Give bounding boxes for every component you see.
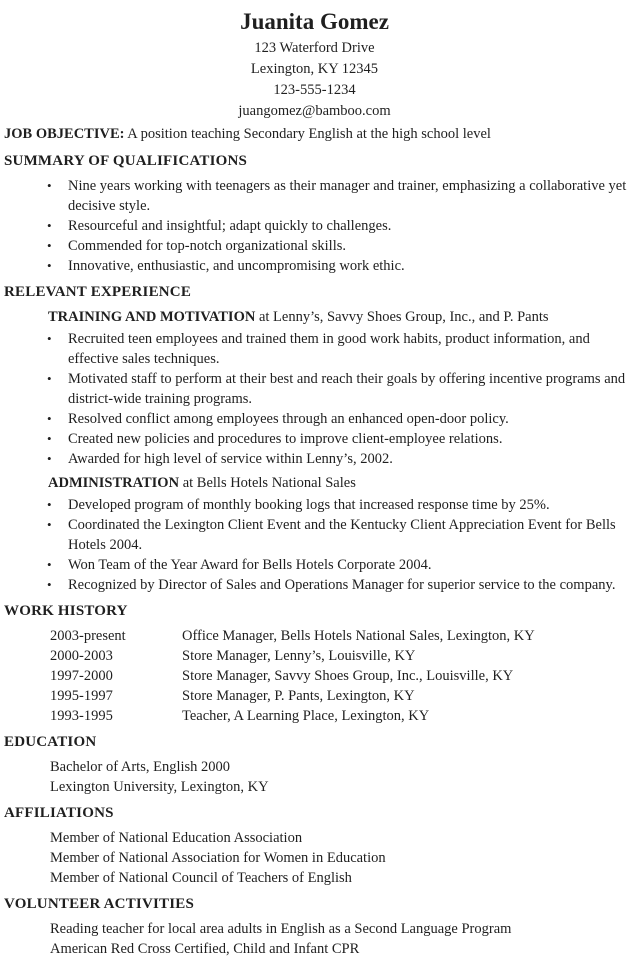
- section-job-objective: [2, 124, 627, 145]
- affiliation-line: Member of National Education Association: [50, 830, 303, 846]
- bullet-text: Recruited teen employees and trained them in good work habits, product information, and effective sales techniques.: [68, 331, 590, 367]
- bullet-text: Created new policies and procedures to improve client-employee relations.: [68, 431, 503, 447]
- summary-bullet: [47, 176, 627, 216]
- bullet-icon: •: [47, 431, 52, 446]
- work-dates: 1993-1995: [50, 708, 113, 724]
- bullet-text: Nine years working with teenagers as their manager and trainer, emphasizing a collaborative yet decisive style.: [68, 178, 627, 214]
- work-dates: 2000-2003: [50, 648, 113, 664]
- email-address: juangomez@bamboo.com: [238, 103, 391, 119]
- affiliation-line: Member of National Association for Women in Education: [50, 850, 386, 866]
- job-objective-text: A position teaching Secondary English at the high school level: [127, 126, 491, 142]
- summary-bullet-list: [2, 176, 627, 276]
- section-work-history: [2, 601, 627, 726]
- role-title: ADMINISTRATION: [48, 475, 180, 491]
- experience-bullet: [47, 369, 627, 409]
- work-history-row: [50, 646, 627, 666]
- bullet-icon: •: [47, 178, 52, 193]
- work-dates: 2003-present: [50, 628, 126, 644]
- bullet-icon: •: [47, 557, 52, 572]
- bullet-icon: •: [47, 371, 52, 386]
- training-bullet-list: [2, 329, 627, 469]
- bullet-text: Resolved conflict among employees through an enhanced open-door policy.: [68, 411, 509, 427]
- section-education: [2, 732, 627, 797]
- work-position: Office Manager, Bells Hotels National Sales, Lexington, KY: [182, 628, 535, 644]
- bullet-text: Resourceful and insightful; adapt quickly to challenges.: [68, 218, 392, 234]
- section-relevant-experience: [2, 282, 627, 595]
- experience-bullet: [47, 515, 627, 555]
- bullet-text: Awarded for high level of service within Lenny’s, 2002.: [68, 451, 393, 467]
- bullet-icon: •: [47, 497, 52, 512]
- phone-number: 123-555-1234: [273, 82, 356, 98]
- bullet-text: Motivated staff to perform at their best and reach their goals by offering incentive programs and district-wide training programs.: [68, 371, 626, 407]
- work-dates: 1997-2000: [50, 668, 113, 684]
- section-summary: [2, 151, 627, 276]
- bullet-text: Won Team of the Year Award for Bells Hotels Corporate 2004.: [68, 557, 432, 573]
- bullet-icon: •: [47, 451, 52, 466]
- section-volunteer-activities: [2, 894, 627, 959]
- experience-bullet: [47, 409, 627, 429]
- role-title: TRAINING AND MOTIVATION: [48, 309, 256, 325]
- education-line: Lexington University, Lexington, KY: [50, 779, 269, 795]
- job-objective-label: JOB OBJECTIVE:: [4, 126, 125, 142]
- relevant-experience-heading: RELEVANT EXPERIENCE: [4, 284, 192, 300]
- bullet-text: Innovative, enthusiastic, and uncompromising work ethic.: [68, 258, 405, 274]
- affiliations-heading: AFFILIATIONS: [4, 805, 114, 821]
- experience-bullet: [47, 495, 627, 515]
- bullet-icon: •: [47, 411, 52, 426]
- administration-bullet-list: [2, 495, 627, 595]
- volunteer-activities-heading: VOLUNTEER ACTIVITIES: [4, 896, 195, 912]
- summary-bullet: [47, 256, 627, 276]
- experience-bullet: [47, 329, 627, 369]
- address-line-2: Lexington, KY 12345: [250, 61, 379, 77]
- work-history-row: [50, 666, 627, 686]
- bullet-icon: •: [47, 577, 52, 592]
- education-line: Bachelor of Arts, English 2000: [50, 759, 231, 775]
- work-position: Teacher, A Learning Place, Lexington, KY: [182, 708, 430, 724]
- experience-bullet: [47, 429, 627, 449]
- bullet-icon: •: [47, 331, 52, 346]
- bullet-icon: •: [47, 238, 52, 253]
- work-dates: 1995-1997: [50, 688, 113, 704]
- bullet-icon: •: [47, 258, 52, 273]
- experience-bullet: [47, 555, 627, 575]
- role-subtitle: at Lenny’s, Savvy Shoes Group, Inc., and P. Pants: [258, 309, 549, 325]
- bullet-text: Coordinated the Lexington Client Event and the Kentucky Client Appreciation Event for Bells Hotels 2004.: [68, 517, 616, 553]
- bullet-text: Recognized by Director of Sales and Operations Manager for superior service to the company.: [68, 577, 616, 593]
- bullet-text: Developed program of monthly booking logs that increased response time by 25%.: [68, 497, 550, 513]
- volunteer-line: American Red Cross Certified, Child and Infant CPR: [50, 941, 360, 957]
- role-heading-administration: [48, 473, 627, 493]
- resume-header: [2, 8, 627, 122]
- work-position: Store Manager, Lenny’s, Louisville, KY: [182, 648, 416, 664]
- work-history-row: [50, 626, 627, 646]
- volunteer-line: Reading teacher for local area adults in English as a Second Language Program: [50, 921, 512, 937]
- bullet-text: Commended for top-notch organizational skills.: [68, 238, 346, 254]
- job-objective-line: [2, 124, 627, 145]
- person-name: Juanita Gomez: [240, 9, 389, 34]
- work-history-row: [50, 686, 627, 706]
- experience-bullet: [47, 575, 627, 595]
- education-heading: EDUCATION: [4, 734, 97, 750]
- experience-bullet: [47, 449, 627, 469]
- summary-bullet: [47, 236, 627, 256]
- role-subtitle: at Bells Hotels National Sales: [182, 475, 356, 491]
- section-affiliations: [2, 803, 627, 888]
- work-history-row: [50, 706, 627, 726]
- summary-heading: SUMMARY OF QUALIFICATIONS: [4, 153, 248, 169]
- summary-bullet: [47, 216, 627, 236]
- address-line-1: 123 Waterford Drive: [254, 40, 375, 56]
- affiliation-line: Member of National Council of Teachers of English: [50, 870, 352, 886]
- work-history-heading: WORK HISTORY: [4, 603, 128, 619]
- bullet-icon: •: [47, 517, 52, 532]
- role-heading-training: [48, 307, 627, 327]
- work-position: Store Manager, P. Pants, Lexington, KY: [182, 688, 415, 704]
- work-position: Store Manager, Savvy Shoes Group, Inc., Louisville, KY: [182, 668, 514, 684]
- bullet-icon: •: [47, 218, 52, 233]
